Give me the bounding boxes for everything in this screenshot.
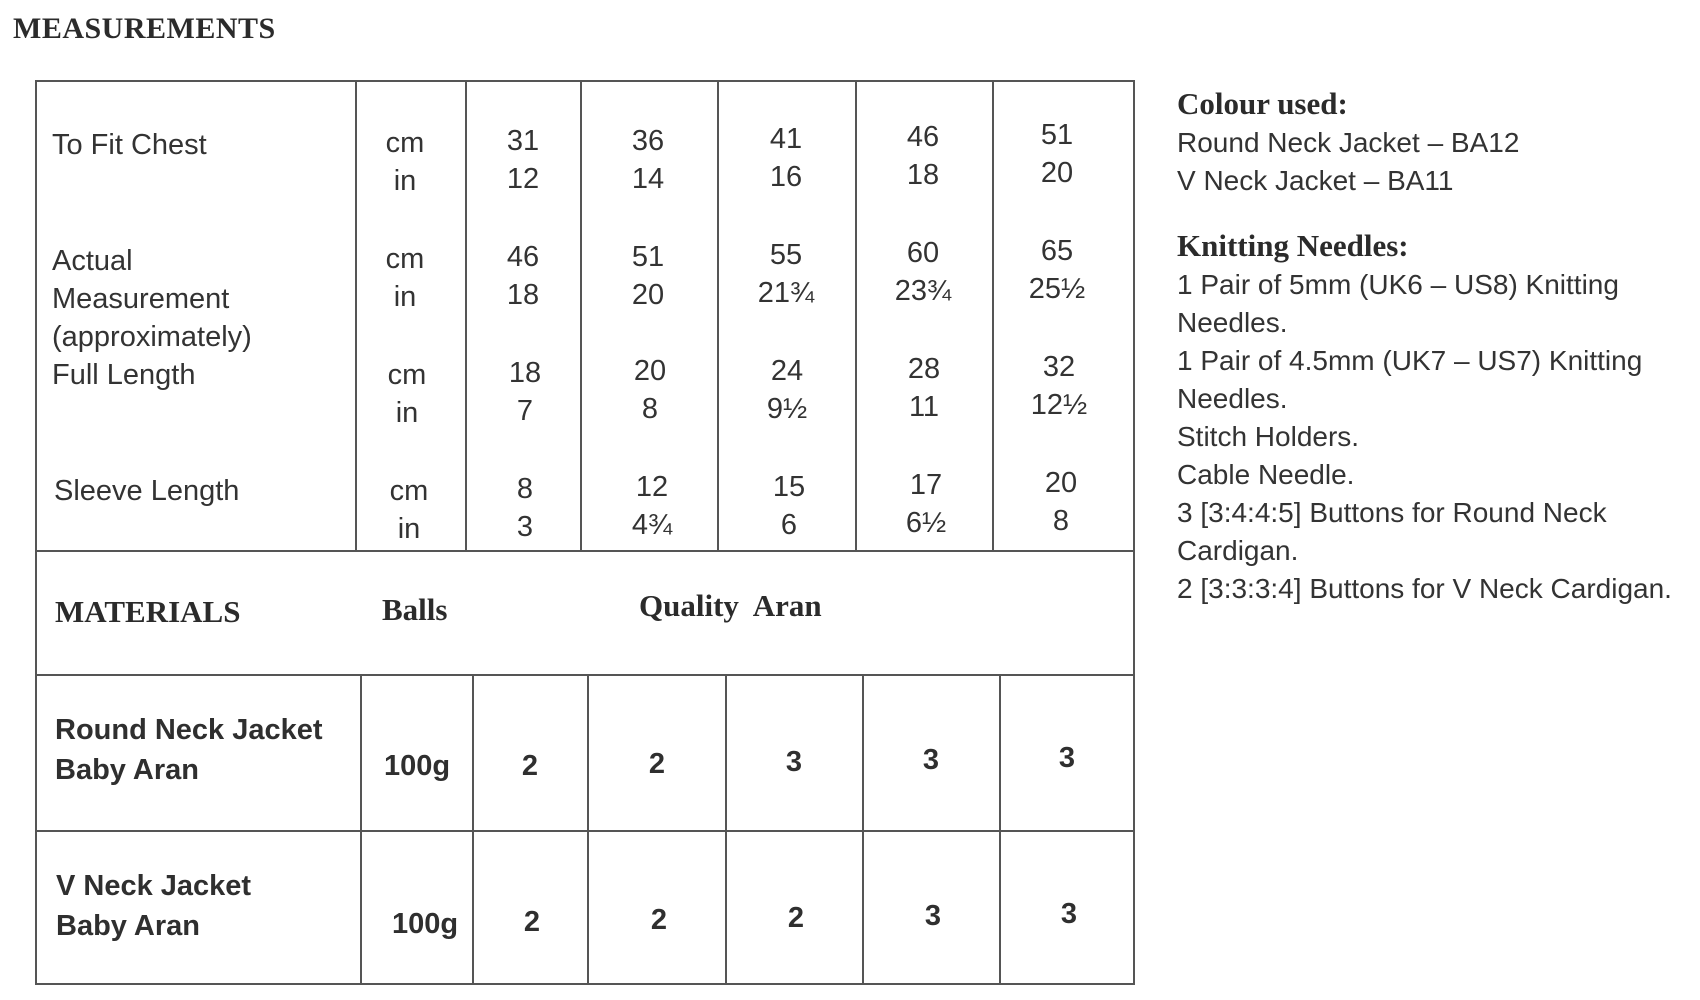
colour-line: Round Neck Jacket – BA12 xyxy=(1177,127,1520,158)
cell-value: 18 xyxy=(508,357,542,389)
cell-value: 18 xyxy=(506,279,540,311)
cell-value: 60 xyxy=(906,237,940,269)
balls-heading: Balls xyxy=(382,592,448,627)
cell-value: 41 xyxy=(769,123,803,155)
cell-value: 16 xyxy=(769,161,803,193)
material-balls: 2 xyxy=(650,904,668,936)
cell-value: 20 xyxy=(633,355,667,387)
material-balls: 3 xyxy=(1060,898,1078,930)
column-divider xyxy=(465,82,467,550)
cell-value: 28 xyxy=(907,353,941,385)
needles-line: Cable Needle. xyxy=(1177,459,1355,490)
cell-value: 8 xyxy=(1052,505,1070,537)
material-balls: 3 xyxy=(785,746,803,778)
cell-value: 36 xyxy=(631,125,665,157)
cell-value: 25½ xyxy=(1028,273,1086,305)
material-row-label: Baby Aran xyxy=(56,910,200,942)
cell-value: 8 xyxy=(516,473,534,505)
unit-in: in xyxy=(395,397,419,429)
material-balls: 3 xyxy=(924,900,942,932)
unit-cm: cm xyxy=(389,475,429,507)
cell-value: 31 xyxy=(506,125,540,157)
cell-value: 12 xyxy=(506,163,540,195)
measurements-table xyxy=(35,80,1135,985)
material-balls: 2 xyxy=(523,906,541,938)
cell-value: 11 xyxy=(908,391,940,423)
cell-value: 3 xyxy=(516,511,534,543)
cell-value: 14 xyxy=(631,163,665,195)
material-balls: 3 xyxy=(922,744,940,776)
row-label-actual: Actual xyxy=(52,245,133,277)
row-label-full-length: Full Length xyxy=(52,359,196,391)
colour-heading: Colour used: xyxy=(1177,86,1348,121)
unit-in: in xyxy=(397,513,421,545)
column-divider xyxy=(717,82,719,550)
row-divider xyxy=(37,830,1133,832)
cell-value: 20 xyxy=(631,279,665,311)
quality-heading: Quality Aran xyxy=(639,588,822,623)
needles-line: 1 Pair of 4.5mm (UK7 – US7) Knitting xyxy=(1177,345,1643,376)
column-divider xyxy=(855,82,857,550)
colour-line: V Neck Jacket – BA11 xyxy=(1177,165,1454,196)
cell-value: 65 xyxy=(1040,235,1074,267)
cell-value: 55 xyxy=(769,239,803,271)
row-label-to-fit-chest: To Fit Chest xyxy=(52,129,207,161)
needles-line: 1 Pair of 5mm (UK6 – US8) Knitting xyxy=(1177,269,1619,300)
cell-value: 18 xyxy=(906,159,940,191)
cell-value: 15 xyxy=(772,471,806,503)
unit-cm: cm xyxy=(387,359,427,391)
row-divider xyxy=(37,674,1133,676)
cell-value: 20 xyxy=(1044,467,1078,499)
material-row-label: Baby Aran xyxy=(55,754,199,786)
cell-value: 8 xyxy=(641,393,659,425)
unit-in: in xyxy=(393,281,417,313)
cell-value: 51 xyxy=(1040,119,1074,151)
cell-value: 12 xyxy=(635,471,669,503)
colour-section xyxy=(1177,84,1687,200)
needles-line: 2 [3:3:3:4] Buttons for V Neck Cardigan. xyxy=(1177,573,1672,604)
cell-value: 6½ xyxy=(905,507,947,539)
material-row-label: Round Neck Jacket xyxy=(55,714,323,746)
row-label-sleeve-length: Sleeve Length xyxy=(54,475,240,507)
material-balls: 2 xyxy=(648,748,666,780)
cell-value: 46 xyxy=(906,121,940,153)
needles-heading: Knitting Needles: xyxy=(1177,228,1409,263)
needles-line: 3 [3:4:4:5] Buttons for Round Neck xyxy=(1177,497,1607,528)
cell-value: 17 xyxy=(909,469,943,501)
cell-value: 46 xyxy=(506,241,540,273)
cell-value: 32 xyxy=(1042,351,1076,383)
cell-value: 24 xyxy=(770,355,804,387)
column-divider xyxy=(992,82,994,550)
cell-value: 51 xyxy=(631,241,665,273)
cell-value: 21¾ xyxy=(757,277,815,309)
cell-value: 4¾ xyxy=(631,509,673,541)
material-balls: 2 xyxy=(521,750,539,782)
column-divider xyxy=(355,82,357,550)
unit-cm: cm xyxy=(385,243,425,275)
material-balls: 2 xyxy=(787,902,805,934)
row-divider xyxy=(37,550,1133,552)
unit-cm: cm xyxy=(385,127,425,159)
cell-value: 6 xyxy=(780,509,798,541)
needles-line: Needles. xyxy=(1177,383,1288,414)
unit-in: in xyxy=(393,165,417,197)
needles-section xyxy=(1177,226,1687,608)
needles-line: Cardigan. xyxy=(1177,535,1299,566)
needles-line: Stitch Holders. xyxy=(1177,421,1360,452)
cell-value: 20 xyxy=(1040,157,1074,189)
material-weight: 100g xyxy=(383,750,451,782)
row-label-actual: (approximately) xyxy=(52,321,252,353)
page-title: MEASUREMENTS xyxy=(13,12,276,45)
needles-line: Needles. xyxy=(1177,307,1288,338)
material-balls: 3 xyxy=(1058,742,1076,774)
material-row-label: V Neck Jacket xyxy=(56,870,252,902)
column-divider xyxy=(580,82,582,550)
material-weight: 100g xyxy=(391,908,459,940)
row-label-actual: Measurement xyxy=(52,283,230,315)
cell-value: 12½ xyxy=(1030,389,1088,421)
cell-value: 7 xyxy=(516,395,534,427)
cell-value: 9½ xyxy=(766,393,808,425)
materials-heading: MATERIALS xyxy=(55,594,241,629)
cell-value: 23¾ xyxy=(894,275,952,307)
